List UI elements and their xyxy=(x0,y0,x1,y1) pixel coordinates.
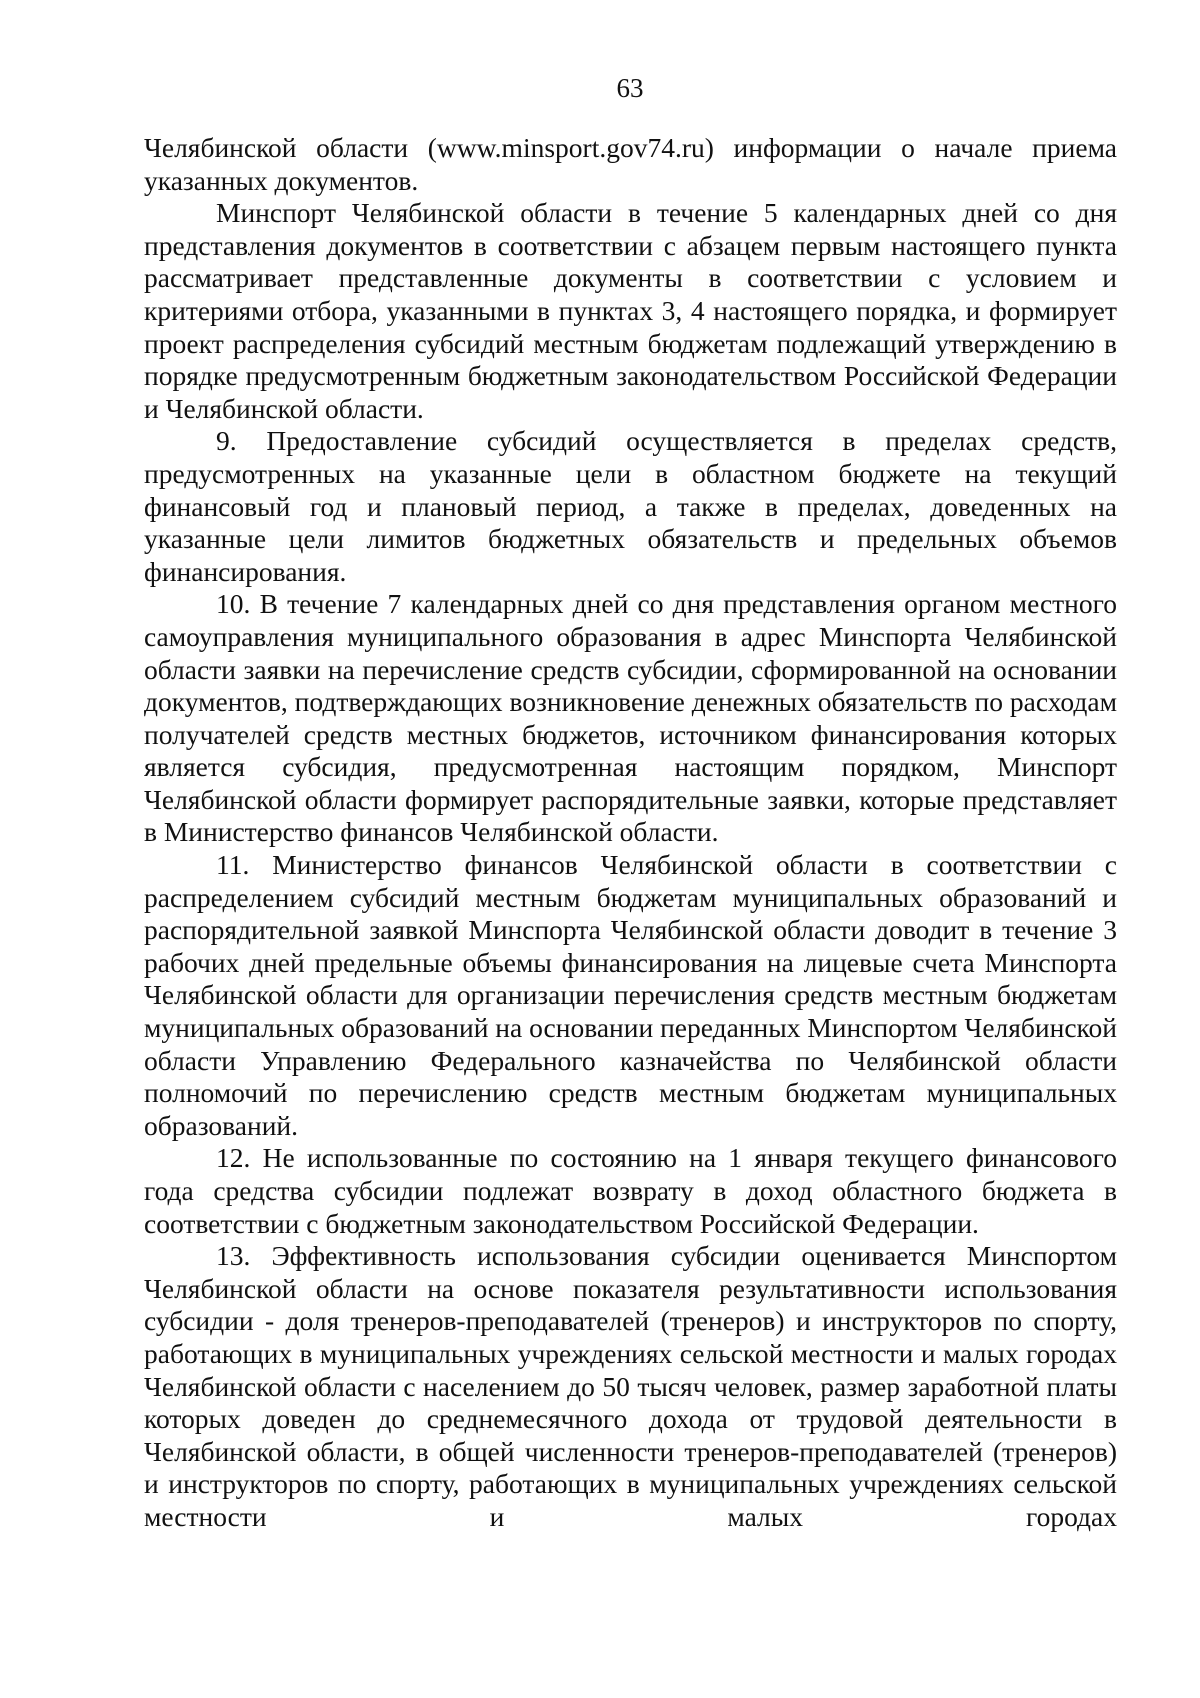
paragraph-minsport-review: Минспорт Челябинской области в течение 5 календарных дней со дня представления документов в соответствии с абзацем первым настоящего пункта рассматривает представленные документы в соответствии с условием и критериями отбора, указанными в пунктах 3, 4 настоящего порядка, и формирует проект распределения субсидий местным бюджетам подлежащий утверждению в порядке предусмотренным бюджетным законодательством Российской Федерации и Челябинской области. xyxy=(144,197,1117,424)
paragraph-item-9: 9. Предоставление субсидий осуществляется в пределах средств, предусмотренных на указанные цели в областном бюджете на текущий финансовый год и плановый период, а также в пределах, доведенных на указанные цели лимитов бюджетных обязательств и предельных объемов финансирования. xyxy=(144,425,1117,587)
paragraph-continuation: Челябинской области (www.minsport.gov74.ru) информации о начале приема указанных документов. xyxy=(144,132,1117,196)
paragraph-item-10: 10. В течение 7 календарных дней со дня представления органом местного самоуправления муниципального образования в адрес Минспорта Челябинской области заявки на перечисление средств субсидии, сформированной на основании документов, подтверждающих возникновение денежных обязательств по расходам получателей средств местных бюджетов, источником финансирования которых является субсидия, предусмотренная настоящим порядком, Минспорт Челябинской области формирует распорядительные заявки, которые представляет в Министерство финансов Челябинской области. xyxy=(144,588,1117,848)
paragraph-item-11: 11. Министерство финансов Челябинской области в соответствии с распределением субсидий местным бюджетам муниципальных образований и распорядительной заявкой Минспорта Челябинской области доводит в течение 3 рабочих дней предельные объемы финансирования на лицевые счета Минспорта Челябинской области для организации перечисления средств местным бюджетам муниципальных образований на основании переданных Минспортом Челябинской области Управлению Федерального казначейства по Челябинской области полномочий по перечислению средств местным бюджетам муниципальных образований. xyxy=(144,849,1117,1141)
paragraph-item-12: 12. Не использованные по состоянию на 1 января текущего финансового года средства субсидии подлежат возврату в доход областного бюджета в соответствии с бюджетным законодательством Российской Федерации. xyxy=(144,1142,1117,1239)
page-number: 63 xyxy=(616,73,644,103)
document-body xyxy=(144,132,1117,1534)
paragraph-item-13: 13. Эффективность использования субсидии оценивается Минспортом Челябинской области на основе показателя результативности использования субсидии - доля тренеров-преподавателей (тренеров) и инструкторов по спорту, работающих в муниципальных учреждениях сельской местности и малых городах Челябинской области с населением до 50 тысяч человек, размер заработной платы которых доведен до среднемесячного дохода от трудовой деятельности в Челябинской области, в общей численности тренеров-преподавателей (тренеров) и инструкторов по спорту, работающих в муниципальных учреждениях сельской местности и малых городах xyxy=(144,1240,1117,1532)
